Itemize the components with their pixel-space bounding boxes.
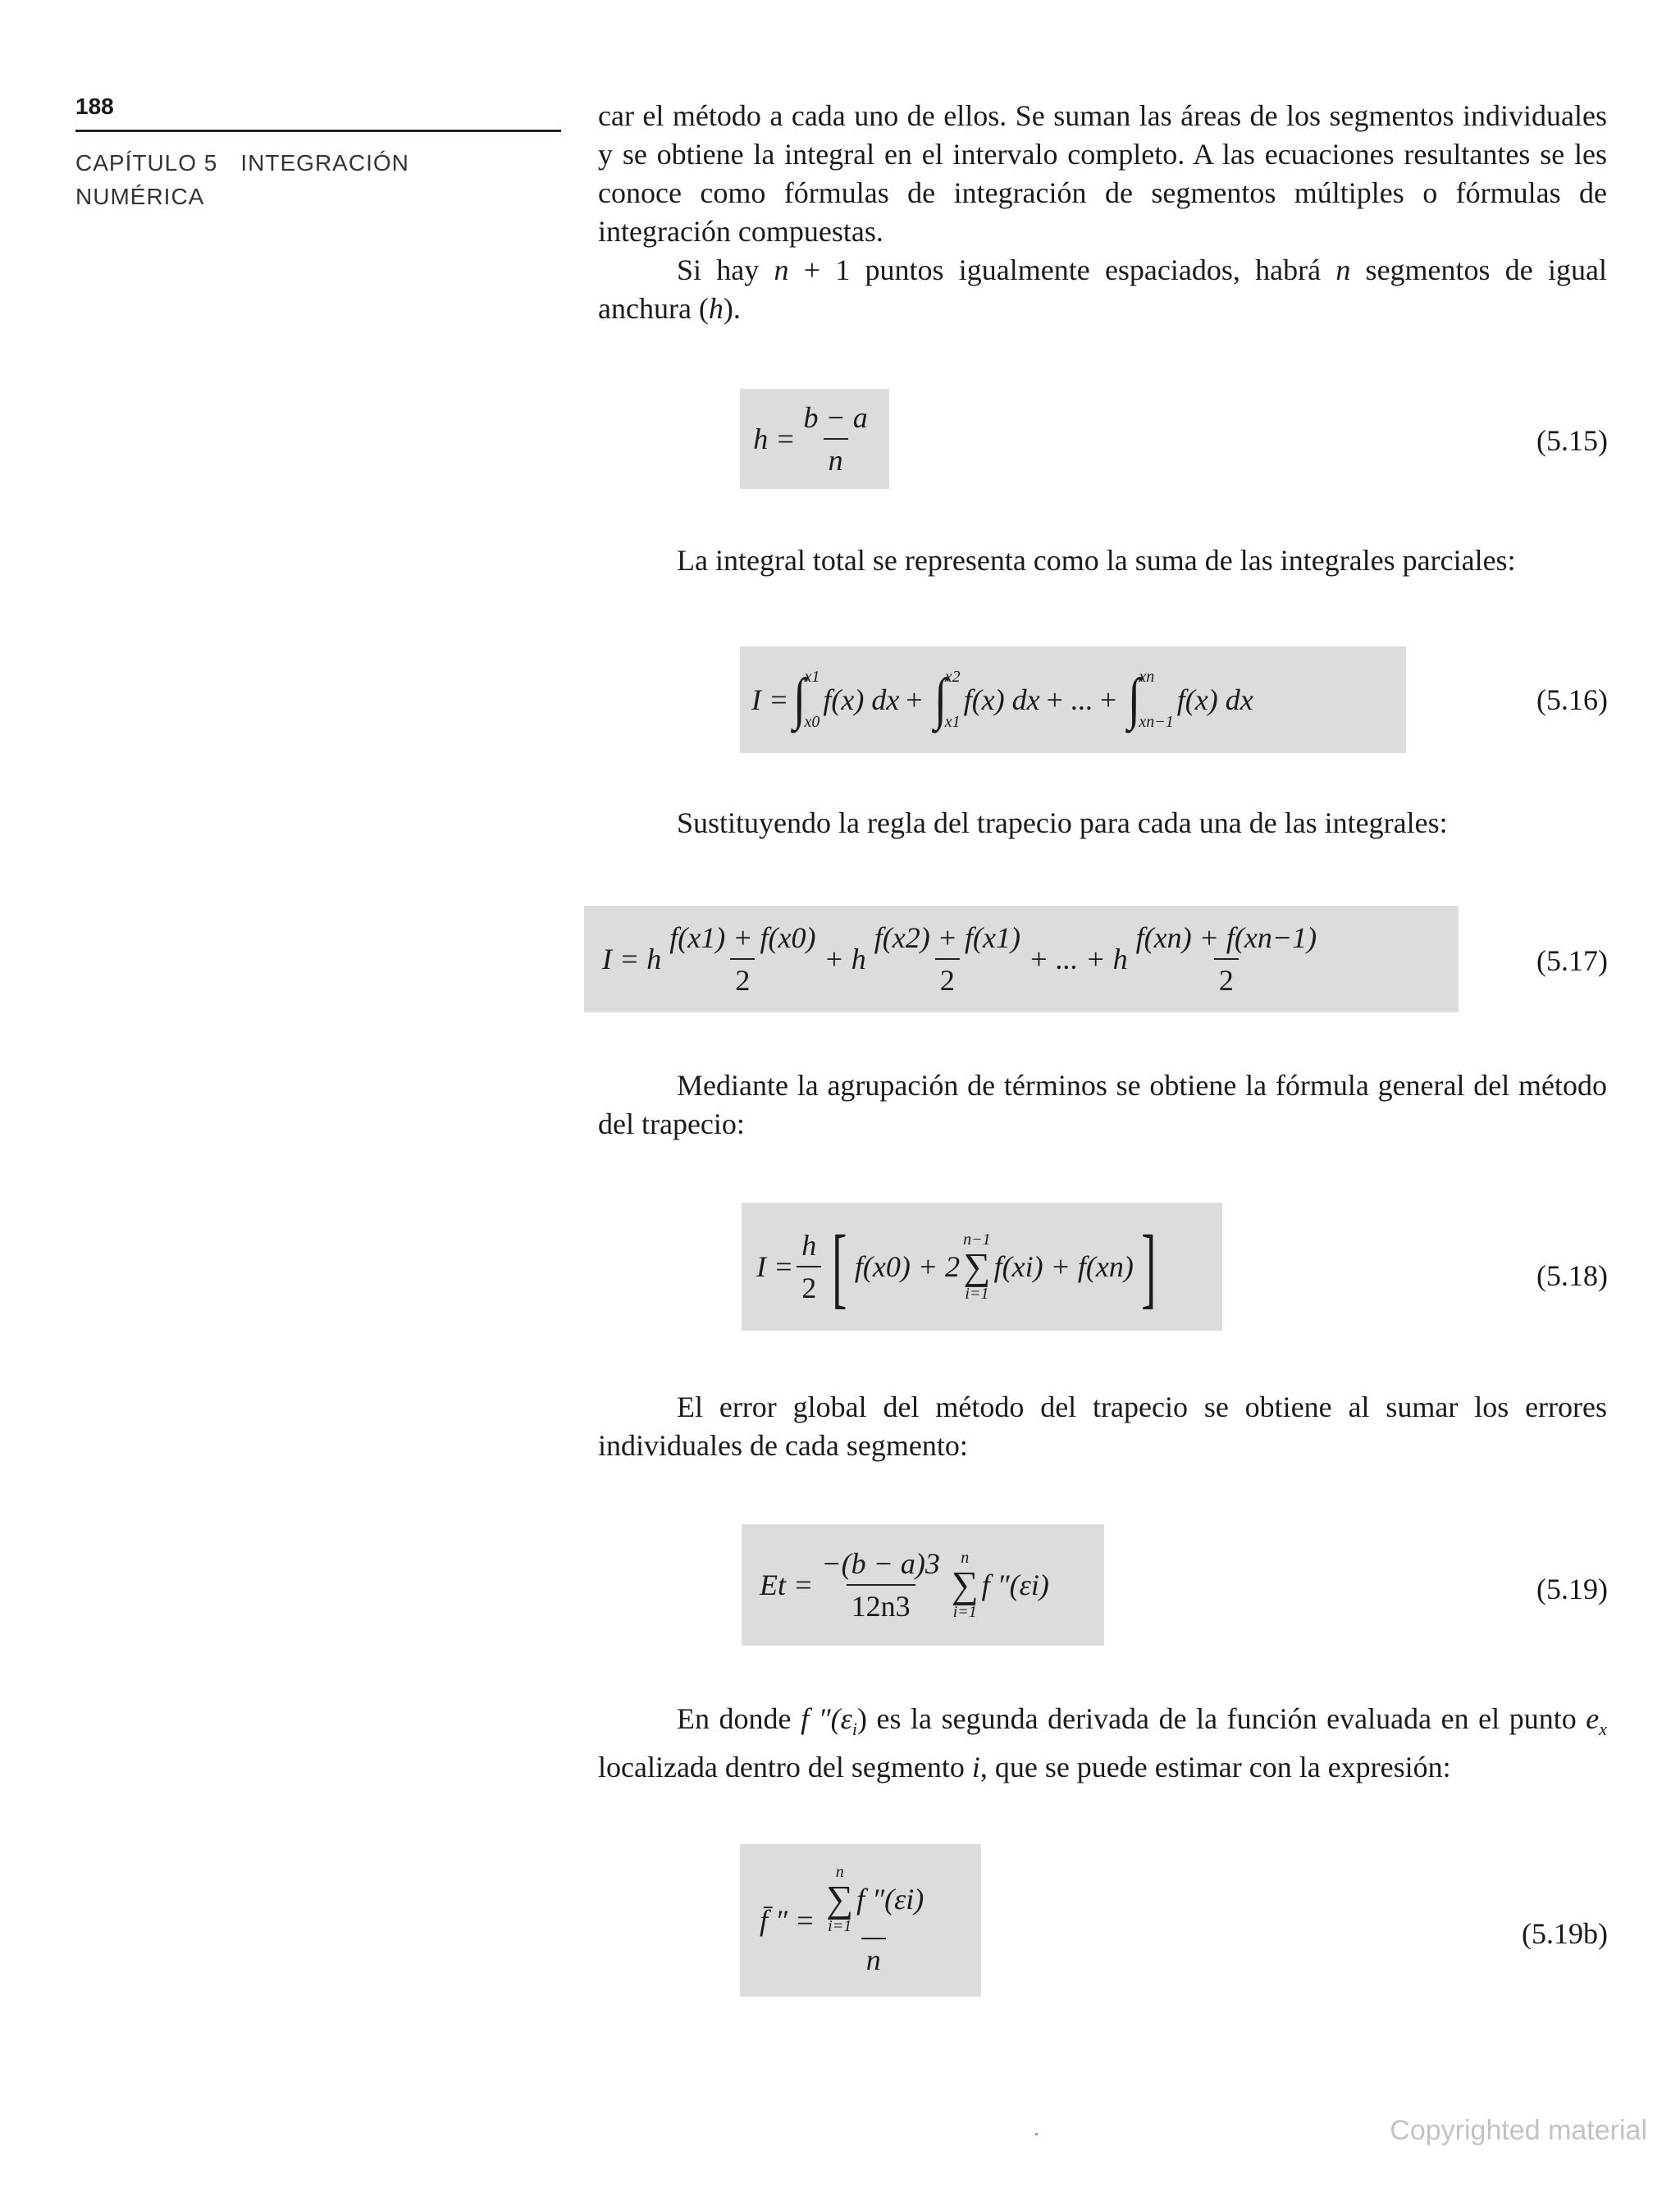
- eq517-num-1: f(x1) + f(x0): [669, 921, 816, 954]
- eq516-dots: + ... +: [1046, 683, 1117, 716]
- eq519-body: f ″(εi): [981, 1569, 1049, 1601]
- eq518-lhs: I =: [756, 1250, 794, 1283]
- eq517-plus-h: + h: [824, 943, 866, 975]
- p2-text-a: Si hay: [677, 253, 774, 286]
- int2-upper: x2: [944, 668, 961, 686]
- paragraph-7: [598, 1700, 1607, 1787]
- eq519b-sum-upper: n: [835, 1863, 844, 1881]
- eq518-num: h: [801, 1229, 817, 1262]
- p7-f: f ″(ε: [801, 1702, 852, 1735]
- equation-5-17: [584, 906, 1459, 1012]
- chapter-number: CAPÍTULO 5: [75, 150, 218, 176]
- eq519b-den: n: [861, 1938, 886, 1977]
- eq516-integrand-2: f(x) dx: [963, 683, 1040, 716]
- eq519b-fraction: [818, 1864, 929, 1977]
- paragraph-3: La integral total se representa como la suma de las integrales parciales:: [677, 544, 1516, 577]
- speck: [1035, 2133, 1038, 2135]
- eq518-den: 2: [797, 1266, 821, 1305]
- eq517-den-2: 2: [935, 958, 960, 998]
- equation-5-19b: [740, 1844, 981, 1997]
- paragraph-5: Mediante la agrupación de términos se obtiene la fórmula general del método del trapecio:: [598, 1069, 1607, 1140]
- chapter-title-part1: INTEGRACIÓN: [240, 150, 409, 176]
- eq517-fraction-1: [664, 920, 820, 998]
- eq517-den-1: 2: [730, 958, 755, 998]
- p2-text-b: + 1 puntos igualmente espaciados, habrá: [788, 253, 1336, 286]
- eq517-fraction-3: [1131, 920, 1322, 998]
- p7-text-d: , que se puede estimar con la expresión:: [979, 1751, 1451, 1784]
- int2-lower: x1: [944, 713, 961, 731]
- equation-5-18: [742, 1203, 1222, 1331]
- eq519b-number: (5.19b): [1522, 1917, 1608, 1950]
- eq517-fraction-2: [870, 920, 1025, 998]
- eq519-fraction: [816, 1546, 945, 1623]
- eq517-number: (5.17): [1536, 944, 1608, 977]
- paragraph-2: [598, 251, 1607, 328]
- p7-e: e: [1586, 1702, 1600, 1735]
- eq519-den: 12n3: [847, 1584, 915, 1623]
- p2-text-c: segmentos de igual anchura (: [598, 253, 1607, 325]
- header-rule: [75, 130, 561, 132]
- eq519b-sum-lower: i=1: [828, 1917, 852, 1935]
- equation-5-15: [740, 389, 889, 489]
- p7-text-b: ) es la segunda derivada de la función evaluada en el punto: [856, 1702, 1586, 1735]
- p2-var-n2: n: [1335, 253, 1351, 286]
- int1-upper: x1: [804, 668, 820, 686]
- integral-2: ∫ x2 x1: [934, 668, 961, 731]
- eq517-num-3: f(xn) + f(xn−1): [1135, 921, 1317, 954]
- p7-text-a: En donde: [677, 1702, 801, 1735]
- eq516-number: (5.16): [1536, 683, 1608, 716]
- eq519-num: −(b − a)3: [821, 1547, 940, 1580]
- eq516-integrand-3: f(x) dx: [1176, 683, 1253, 716]
- eq519-number: (5.19): [1536, 1573, 1608, 1605]
- eq515-number: (5.15): [1536, 424, 1608, 457]
- paragraph-4: Sustituyendo la regla del trapecio para cada una de las integrales:: [677, 806, 1448, 839]
- eq515-numerator: b − a: [803, 401, 868, 434]
- paragraph-1: car el método a cada uno de ellos. Se suman las áreas de los segmentos individuales y se obtiene la integral en el intervalo completo. A las ecuaciones resultantes se les conoce como fórmulas de integración de segmentos múltiples o fórmulas de integración compuestas.: [598, 99, 1607, 248]
- eq518-fraction: [797, 1228, 821, 1305]
- eq518-right-bracket: ]: [1141, 1217, 1157, 1317]
- eq517-den-3: 2: [1214, 958, 1239, 998]
- integral-1: ∫ x1 x0: [793, 668, 820, 731]
- int1-lower: x0: [804, 713, 820, 731]
- page-number: 188: [75, 94, 114, 119]
- eq518-sum: n−1 ∑ i=1: [963, 1231, 991, 1303]
- integral-3: ∫ xn xn−1: [1128, 668, 1174, 731]
- chapter-title-part2: NUMÉRICA: [75, 184, 205, 209]
- p2-text-d: ).: [723, 292, 741, 325]
- p7-sub-i: i: [851, 1719, 857, 1740]
- eq517-lhs: I = h: [602, 943, 662, 975]
- eq519b-body: f ″(εi): [856, 1883, 924, 1916]
- chapter-heading: [75, 146, 535, 213]
- eq516-lhs: I =: [751, 683, 789, 716]
- eq518-sum-upper: n−1: [963, 1231, 991, 1249]
- eq518-left-bracket: [: [832, 1217, 847, 1317]
- equation-5-19: [742, 1524, 1104, 1646]
- eq519-sum-lower: i=1: [952, 1603, 977, 1621]
- eq517-num-2: f(x2) + f(x1): [874, 921, 1021, 954]
- eq519b-sum: n ∑ i=1: [826, 1863, 854, 1935]
- copyright-watermark: Copyrighted material: [1390, 2115, 1647, 2146]
- equation-5-16: [740, 646, 1406, 753]
- eq519b-numerator: [818, 1864, 929, 1938]
- int3-upper: xn: [1139, 668, 1155, 686]
- p2-var-n: n: [774, 253, 789, 286]
- eq515-denominator: n: [824, 438, 848, 477]
- eq519-lhs: Et =: [760, 1569, 814, 1601]
- eq519b-lhs: f̄ ″ =: [760, 1904, 815, 1937]
- p7-seg-i: i: [971, 1751, 980, 1784]
- p7-sub-x: x: [1599, 1719, 1608, 1740]
- eq517-dots: + ... + h: [1029, 943, 1128, 975]
- int3-lower: xn−1: [1139, 713, 1174, 731]
- eq516-integrand-1: f(x) dx: [823, 683, 900, 716]
- eq518-number: (5.18): [1536, 1259, 1608, 1292]
- p2-var-h: h: [708, 292, 724, 325]
- eq518-sum-lower: i=1: [965, 1285, 989, 1303]
- eq518-body-1: f(x0) + 2: [854, 1250, 961, 1283]
- eq515-lhs: h =: [753, 422, 796, 455]
- paragraph-6: El error global del método del trapecio se obtiene al sumar los errores individuales de cada segmento:: [598, 1391, 1607, 1462]
- p7-text-c: localizada dentro del segmento: [598, 1751, 972, 1784]
- eq519-sum: n ∑ i=1: [951, 1549, 979, 1621]
- eq515-fraction: [799, 400, 873, 477]
- eq519-sum-upper: n: [961, 1549, 970, 1567]
- eq518-body-2: f(xi) + f(xn): [993, 1250, 1134, 1283]
- eq516-plus: +: [906, 683, 923, 716]
